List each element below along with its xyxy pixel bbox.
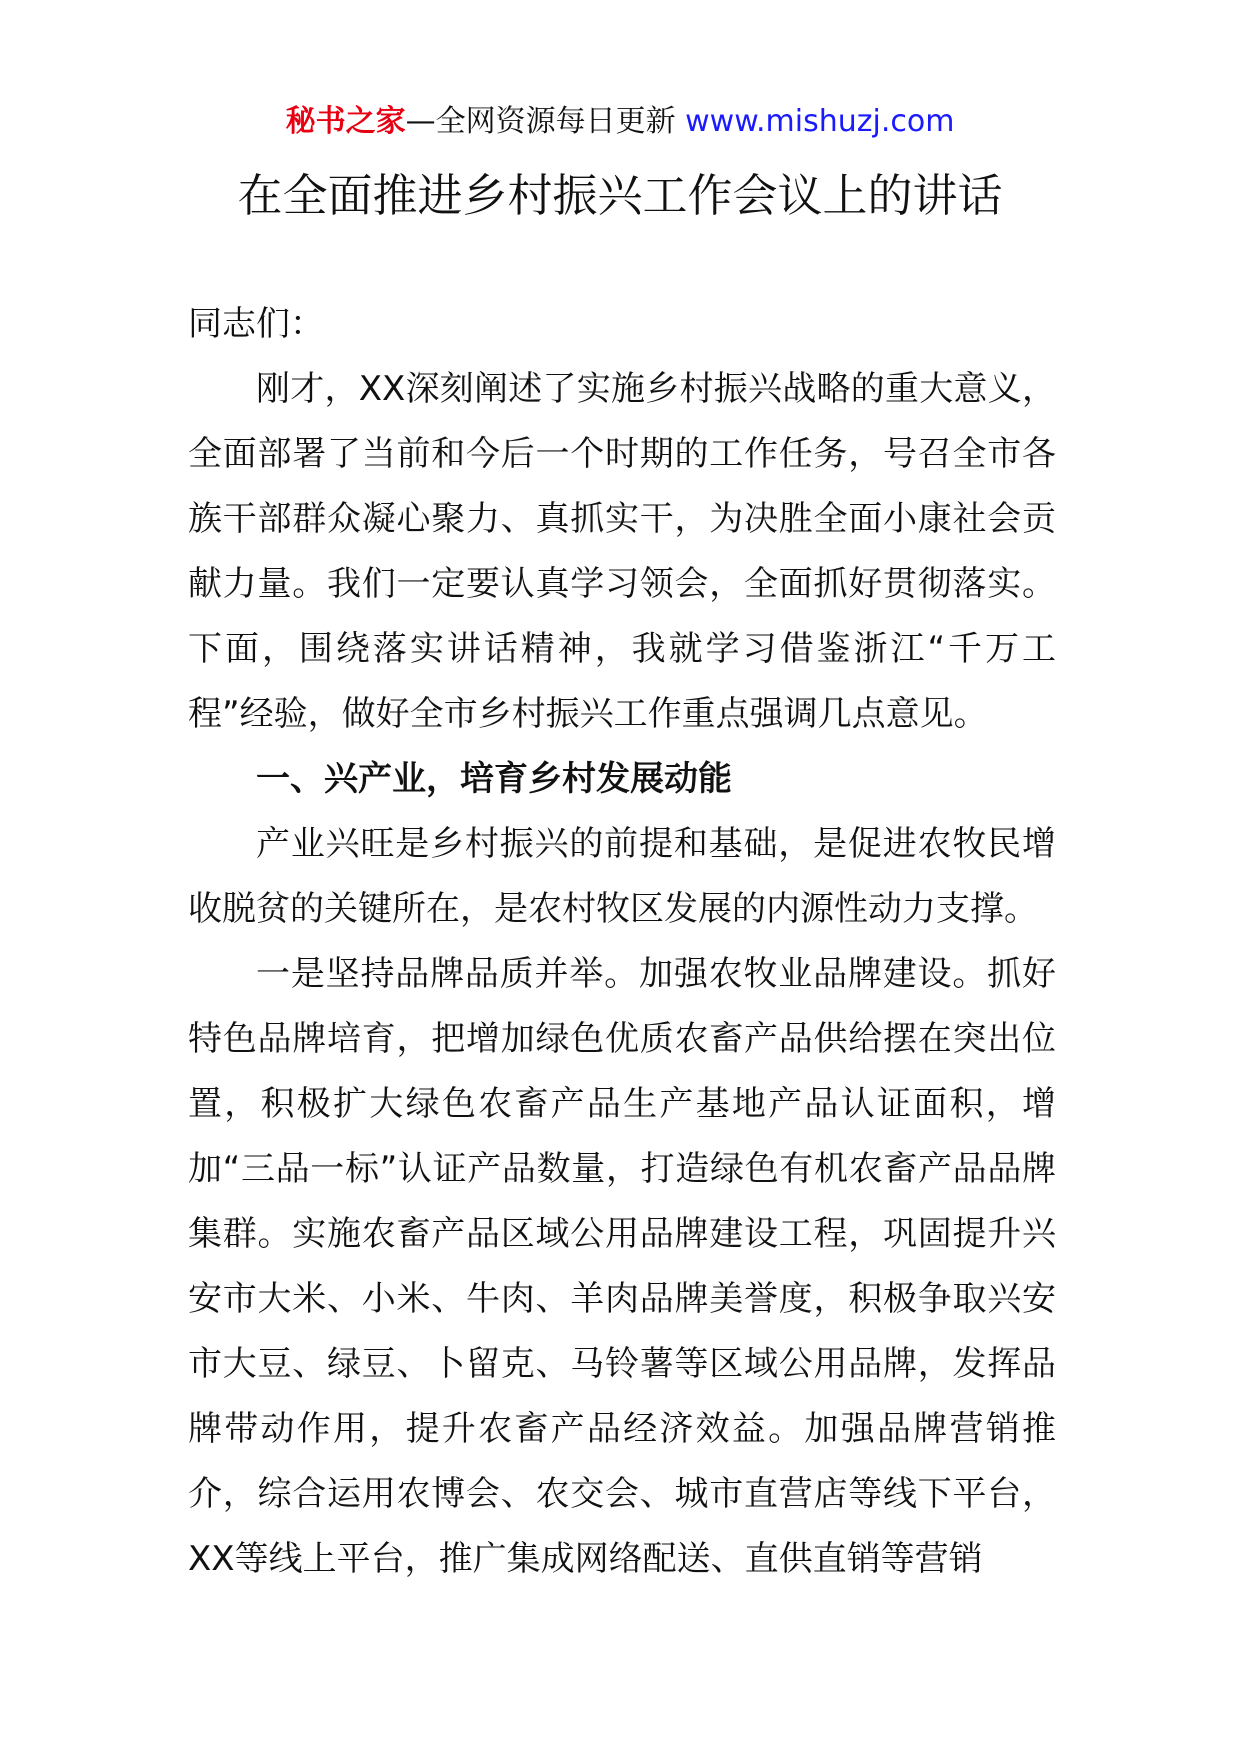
document-body bbox=[188, 292, 1056, 1592]
paragraph-brand-quality: 一是坚持品牌品质并举。加强农牧业品牌建设。抓好特色品牌培育，把增加绿色优质农畜产品供给摆在突出位置，积极扩大绿色农畜产品生产基地产品认证面积，增加“三品一标”认证产品数量，打造绿色有机农畜产品品牌集群。实施农畜产品区域公用品牌建设工程，巩固提升兴安市大米、小米、牛肉、羊肉品牌美誉度，积极争取兴安市大豆、绿豆、卜留克、马铃薯等区域公用品牌，发挥品牌带动作用，提升农畜产品经济效益。加强品牌营销推介，综合运用农博会、农交会、城市直营店等线下平台，XX等线上平台，推广集成网络配送、直供直销等营销 bbox=[188, 954, 1056, 1579]
site-brand: 秘书之家 bbox=[285, 104, 406, 139]
site-header bbox=[0, 100, 1240, 144]
site-tagline: —全网资源每日更新 bbox=[405, 104, 676, 139]
site-url-link[interactable]: www.mishuzj.com bbox=[685, 104, 955, 139]
document-title: 在全面推进乡村振兴工作会议上的讲话 bbox=[237, 169, 1003, 222]
paragraph-section-1-intro: 产业兴旺是乡村振兴的前提和基础，是促进农牧民增收脱贫的关键所在，是农村牧区发展的内源性动力支撑。 bbox=[188, 824, 1056, 929]
paragraph-intro: 刚才，XX深刻阐述了实施乡村振兴战略的重大意义，全面部署了当前和今后一个时期的工作任务，号召全市各族干部群众凝心聚力、真抓实干，为决胜全面小康社会贡献力量。我们一定要认真学习领会，全面抓好贯彻落实。下面，围绕落实讲话精神，我就学习借鉴浙江“千万工程”经验，做好全市乡村振兴工作重点强调几点意见。 bbox=[188, 369, 1056, 734]
section-heading-1: 一、兴产业，培育乡村发展动能 bbox=[256, 759, 732, 799]
salutation: 同志们： bbox=[188, 304, 324, 344]
